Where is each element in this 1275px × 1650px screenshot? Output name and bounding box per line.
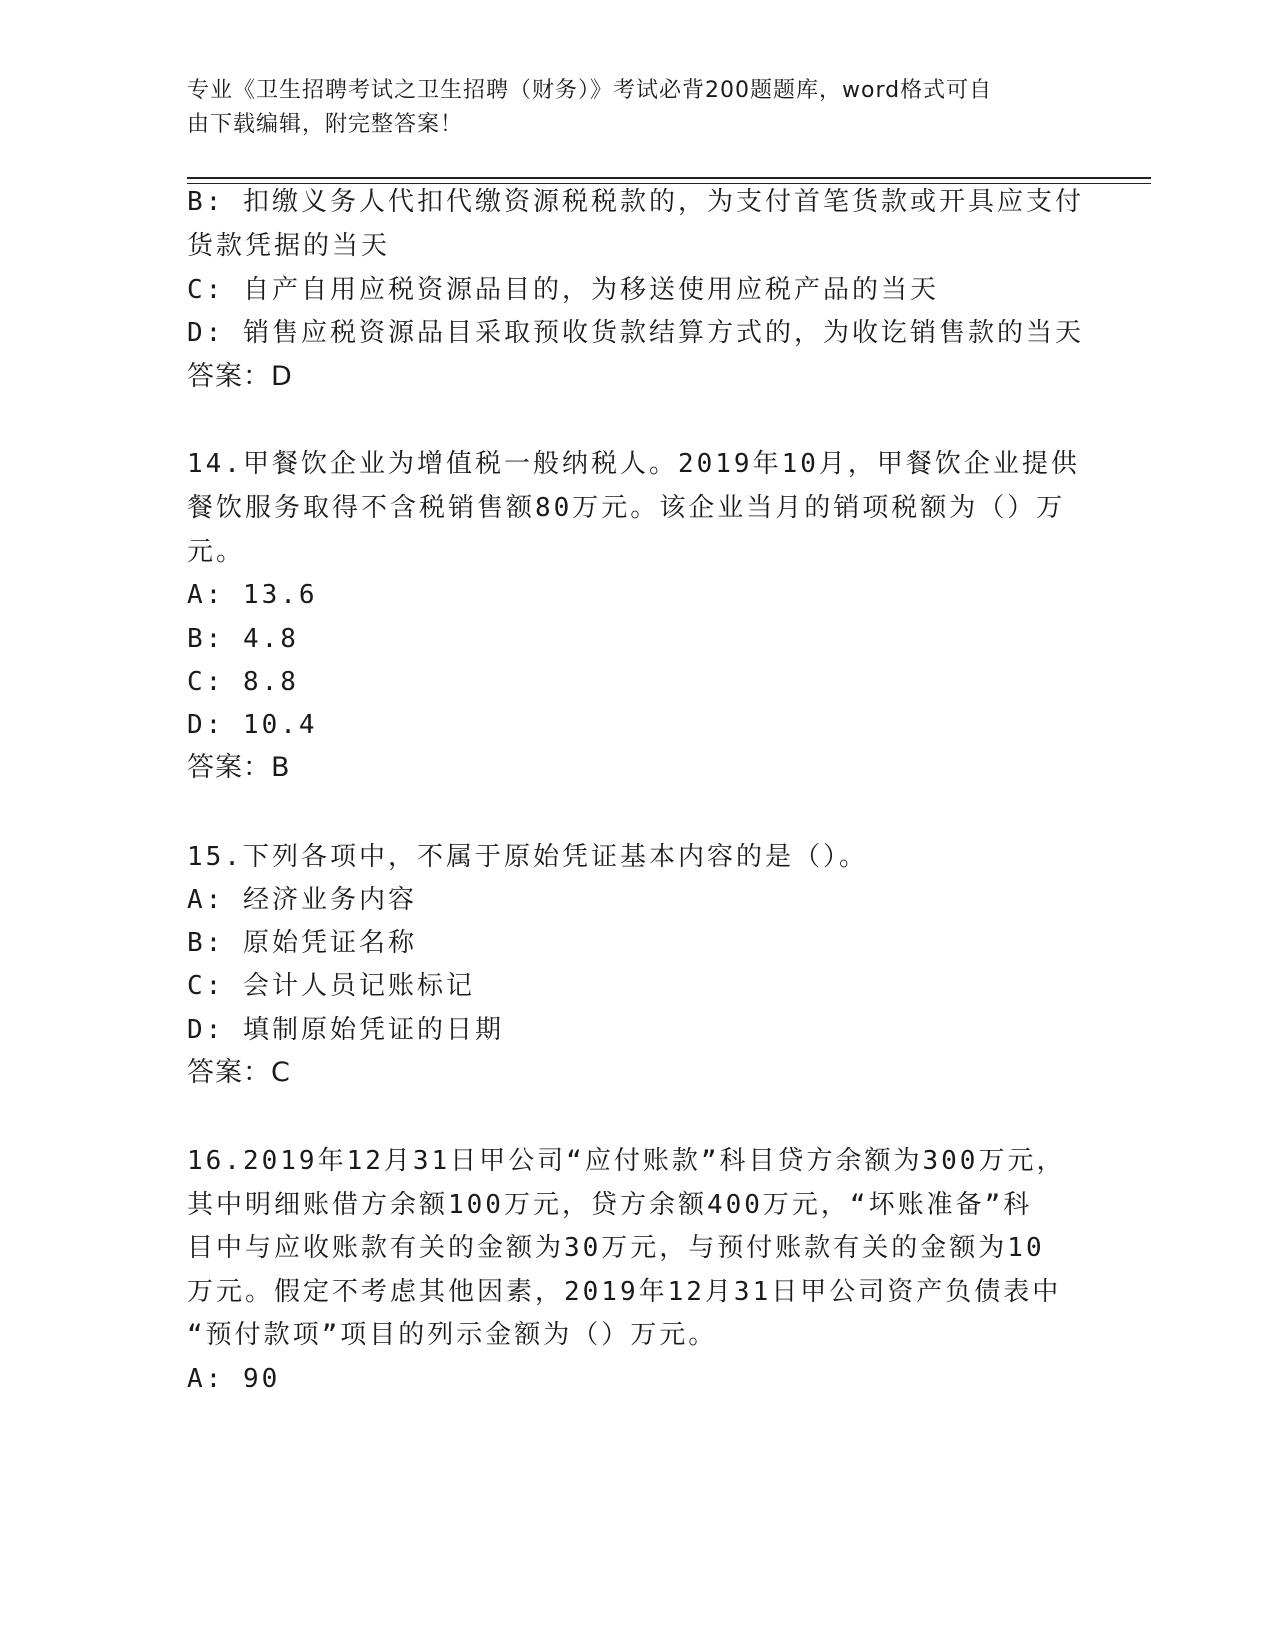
q13-answer: 答案：D: [187, 361, 293, 392]
q16-stem-line-3: 目中与应收账款有关的金额为30万元，与预付账款有关的金额为10: [187, 1233, 1045, 1263]
q15-option-b: B: 原始凭证名称: [187, 928, 417, 958]
document-header: [187, 74, 1067, 142]
q16-option-a: A: 90: [187, 1364, 281, 1394]
q15-answer: 答案：C: [187, 1057, 291, 1088]
q13-option-c: C: 自产自用应税资源品目的，为移送使用应税产品的当天: [187, 275, 939, 305]
q13-option-b-line-2: 货款凭据的当天: [187, 231, 391, 261]
q15-option-a: A: 经济业务内容: [187, 885, 417, 915]
q16-stem-line-2: 其中明细账借方余额100万元，贷方余额400万元，“坏账准备”科: [187, 1190, 1033, 1220]
q13-option-d: D: 销售应税资源品目采取预收货款结算方式的，为收讫销售款的当天: [187, 318, 1084, 348]
q14-option-b: B: 4.8: [187, 624, 299, 654]
q14-option-d: D: 10.4: [187, 710, 318, 740]
header-title-line-2: 由下载编辑，附完整答案！: [187, 112, 464, 137]
header-title-line-1: 专业《卫生招聘考试之卫生招聘（财务）》考试必背200题题库，word格式可自: [187, 78, 993, 103]
q15-option-d: D: 填制原始凭证的日期: [187, 1015, 504, 1045]
q16-stem-line-1: 16.2019年12月31日甲公司“应付账款”科目贷方余额为300万元，: [187, 1146, 1066, 1176]
q15-stem-line-1: 15.下列各项中，不属于原始凭证基本内容的是（）。: [187, 842, 868, 872]
q14-stem-line-1: 14.甲餐饮企业为增值税一般纳税人。2019年10月，甲餐饮企业提供: [187, 449, 1080, 479]
q14-stem-line-3: 元。: [187, 537, 246, 567]
q13-option-b-line-1: B: 扣缴义务人代扣代缴资源税税款的，为支付首笔货款或开具应支付: [187, 187, 1084, 217]
q16-stem-line-4: 万元。假定不考虑其他因素，2019年12月31日甲公司资产负债表中: [187, 1277, 1062, 1307]
q14-option-c: C: 8.8: [187, 667, 299, 697]
q14-answer: 答案：B: [187, 752, 291, 783]
q15-option-c: C: 会计人员记账标记: [187, 971, 475, 1001]
header-divider-thick: [187, 177, 1151, 179]
q14-option-a: A: 13.6: [187, 580, 318, 610]
q16-stem-line-5: “预付款项”项目的列示金额为（）万元。: [187, 1320, 718, 1350]
q14-stem-line-2: 餐饮服务取得不含税销售额80万元。该企业当月的销项税额为（）万: [187, 493, 1066, 523]
